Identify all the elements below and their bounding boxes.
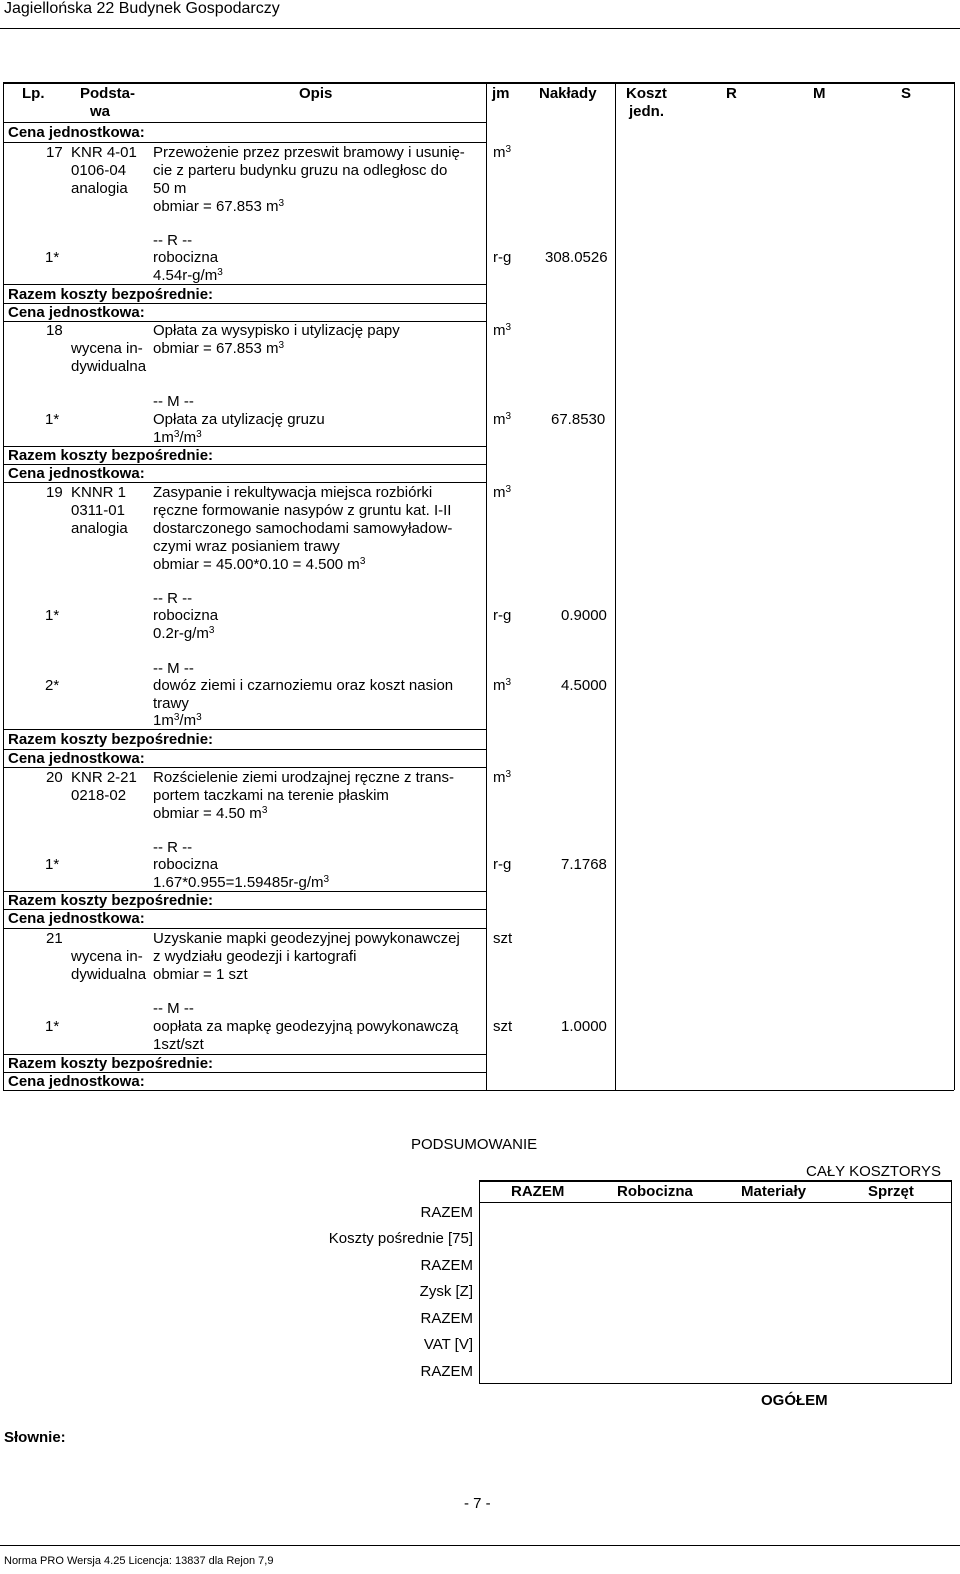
item18-sub-norm: $1m^3/m^3$ <box>153 429 202 446</box>
item20-sub-name: robocizna <box>153 856 219 873</box>
summary-header-divider <box>479 1202 951 1203</box>
item19-jm: $m^3$ <box>493 484 512 501</box>
item21-desc-3: obmiar = 1 szt <box>153 966 248 983</box>
summary-col-robocizna: Robocizna <box>617 1183 693 1200</box>
item21-desc-2: z wydziału geodezji i kartografi <box>153 948 357 965</box>
razem-label: Razem koszty bezpośrednie: <box>8 731 214 748</box>
item17-sub-lp: 1* <box>45 249 60 266</box>
item21-basis-2: dywidualna <box>71 966 147 983</box>
header-r: R <box>726 85 737 102</box>
item18-sub-name: Opłata za utylizację gruzu <box>153 411 325 428</box>
item19-sub1-lp: 1* <box>45 607 60 624</box>
item19-sub1-jm: r-g <box>493 607 512 624</box>
item17-basis-2: 0106-04 <box>71 162 127 179</box>
item20-sub-norm: $1.67*0.955=1.59485r-g/m^3$ <box>153 874 330 891</box>
item21-sub-lp: 1* <box>45 1018 60 1035</box>
table-right-border <box>954 82 955 1090</box>
item17-basis-3: analogia <box>71 180 128 197</box>
col-divider-opis <box>486 82 487 1090</box>
item21-sub-jm: szt <box>493 1018 513 1035</box>
table-top-border <box>3 82 954 84</box>
cena-label: Cena jednostkowa: <box>8 910 145 927</box>
summary-top-border <box>479 1180 951 1182</box>
item18-sub-val: 67.8530 <box>551 411 606 428</box>
item17-desc-1: Przewożenie przez przeswit bramowy i usunię- <box>153 144 465 161</box>
item18-basis-2: dywidualna <box>71 358 147 375</box>
item21-m-marker: -- M -- <box>153 1000 194 1017</box>
item18-desc-1: Opłata za wysypisko i utylizację papy <box>153 322 400 339</box>
item19-basis-1: KNNR 1 <box>71 484 127 501</box>
item17-lp: 17 <box>46 144 63 161</box>
col-divider-koszt <box>615 82 616 1090</box>
item19-sub2-norm: $1m^3/m^3$ <box>153 712 202 729</box>
row-divider <box>3 122 486 123</box>
summary-right-border <box>951 1180 952 1383</box>
row-divider <box>3 767 486 768</box>
item21-jm: szt <box>493 930 513 947</box>
item19-desc-1: Zasypanie i rekultywacja miejsca rozbiórki <box>153 484 433 501</box>
cena-label: Cena jednostkowa: <box>8 1073 145 1090</box>
razem-label: Razem koszty bezpośrednie: <box>8 286 214 303</box>
item19-desc-5: obmiar = 45.00*0.10 = 4.500 $m^3$ <box>153 556 366 573</box>
item18-basis-1: wycena in- <box>71 340 143 357</box>
item18-sub-jm: $m^3$ <box>493 411 512 428</box>
item20-basis-2: 0218-02 <box>71 787 127 804</box>
summary-row-razem-4: RAZEM <box>420 1363 473 1380</box>
item18-desc-2: obmiar = 67.853 $m^3$ <box>153 340 285 357</box>
footer-divider <box>0 1545 960 1546</box>
item21-sub-val: 1.0000 <box>561 1018 607 1035</box>
table-left-border <box>3 82 4 1090</box>
summary-subtitle: CAŁY KOSZTORYS <box>806 1163 942 1180</box>
page-number: - 7 - <box>464 1495 491 1512</box>
summary-bottom-border <box>479 1383 952 1384</box>
header-koszt-1: Koszt <box>626 85 667 102</box>
cena-label: Cena jednostkowa: <box>8 124 145 141</box>
item19-sub2-val: 4.5000 <box>561 677 607 694</box>
item21-sub-norm: 1szt/szt <box>153 1036 204 1053</box>
item17-desc-4: obmiar = 67.853 $m^3$ <box>153 198 285 215</box>
item21-desc-1: Uzyskanie mapki geodezyjnej powykonawczej <box>153 930 460 947</box>
summary-row-koszty: Koszty pośrednie [75] <box>328 1230 473 1247</box>
item18-jm: $m^3$ <box>493 322 512 339</box>
item18-m-marker: -- M -- <box>153 393 194 410</box>
summary-row-razem-1: RAZEM <box>420 1204 473 1221</box>
summary-row-vat: VAT [V] <box>423 1336 473 1353</box>
item20-basis-1: KNR 2-21 <box>71 769 137 786</box>
item19-desc-2: ręczne formowanie nasypów z gruntu kat. I-II <box>153 502 452 519</box>
item19-sub1-name: robocizna <box>153 607 219 624</box>
razem-label: Razem koszty bezpośrednie: <box>8 447 214 464</box>
item19-sub2-jm: $m^3$ <box>493 677 512 694</box>
item18-lp: 18 <box>46 322 63 339</box>
summary-col-materialy: Materiały <box>741 1183 807 1200</box>
summary-title: PODSUMOWANIE <box>411 1136 538 1153</box>
summary-col-razem: RAZEM <box>511 1183 565 1200</box>
item20-desc-2: portem taczkami na terenie płaskim <box>153 787 389 804</box>
razem-label: Razem koszty bezpośrednie: <box>8 1055 214 1072</box>
item17-basis-1: KNR 4-01 <box>71 144 137 161</box>
summary-total-label: OGÓŁEM <box>761 1392 828 1409</box>
summary-row-razem-2: RAZEM <box>420 1257 473 1274</box>
item20-desc-1: Rozścielenie ziemi urodzajnej ręczne z trans- <box>153 769 454 786</box>
item17-desc-3: 50 m <box>153 180 187 197</box>
item17-jm: $m^3$ <box>493 144 512 161</box>
item19-sub2-lp: 2* <box>45 677 60 694</box>
header-jm: jm <box>492 85 510 102</box>
summary-row-zysk: Zysk [Z] <box>419 1283 473 1300</box>
item19-basis-2: 0311-01 <box>71 502 125 519</box>
cena-label: Cena jednostkowa: <box>8 304 145 321</box>
item20-jm: $m^3$ <box>493 769 512 786</box>
row-divider <box>3 142 486 143</box>
razem-label: Razem koszty bezpośrednie: <box>8 892 214 909</box>
cena-label: Cena jednostkowa: <box>8 465 145 482</box>
item20-desc-3: obmiar = 4.50 $m^3$ <box>153 805 268 822</box>
header-naklady: Nakłady <box>539 85 597 102</box>
row-divider <box>3 482 486 483</box>
item19-desc-4: czymi wraz posianiem trawy <box>153 538 340 555</box>
item19-desc-3: dostarczonego samochodami samowyładow- <box>153 520 453 537</box>
item17-sub-name: robocizna <box>153 249 219 266</box>
item19-sub2-name-2: trawy <box>153 695 189 712</box>
item21-basis-1: wycena in- <box>71 948 143 965</box>
footer-license: Norma PRO Wersja 4.25 Licencja: 13837 dla Rejon 7,9 <box>4 1555 274 1567</box>
summary-left-border <box>479 1180 480 1383</box>
item19-sub1-val: 0.9000 <box>561 607 607 624</box>
header-podstawa-2: wa <box>90 103 111 120</box>
item21-lp: 21 <box>46 930 63 947</box>
header-m: M <box>813 85 826 102</box>
header-podstawa-1: Podsta- <box>80 85 136 102</box>
item20-sub-jm: r-g <box>493 856 512 873</box>
item17-r-marker: -- R -- <box>153 232 193 249</box>
item17-sub-val: 308.0526 <box>545 249 608 266</box>
item17-sub-norm: $4.54r-g/m^3$ <box>153 267 223 284</box>
item19-m-marker: -- M -- <box>153 660 194 677</box>
item19-r-marker: -- R -- <box>153 590 193 607</box>
item20-lp: 20 <box>46 769 63 786</box>
page-header: Jagiellońska 22 Budynek Gospodarczy <box>4 0 280 17</box>
row-divider <box>3 729 486 730</box>
item17-desc-2: cie z parteru budynku gruzu na odległosc do <box>153 162 448 179</box>
item20-r-marker: -- R -- <box>153 839 193 856</box>
item18-sub-lp: 1* <box>45 411 60 428</box>
item20-sub-lp: 1* <box>45 856 60 873</box>
row-divider <box>3 284 486 285</box>
item19-sub2-name-1: dowóz ziemi i czarnoziemu oraz koszt nasion <box>153 677 454 694</box>
item19-basis-3: analogia <box>71 520 128 537</box>
header-divider <box>0 28 960 29</box>
cena-label: Cena jednostkowa: <box>8 750 145 767</box>
item21-sub-name: oopłata za mapkę geodezyjną powykonawczą <box>153 1018 459 1035</box>
item19-lp: 19 <box>46 484 63 501</box>
header-lp: Lp. <box>22 85 45 102</box>
summary-col-sprzet: Sprzęt <box>868 1183 914 1200</box>
header-s: S <box>901 85 912 102</box>
header-koszt-2: jedn. <box>629 103 665 120</box>
table-bottom-border <box>3 1090 954 1091</box>
item20-sub-val: 7.1768 <box>561 856 607 873</box>
header-opis: Opis <box>299 85 333 102</box>
summary-row-razem-3: RAZEM <box>420 1310 473 1327</box>
item19-sub1-norm: $0.2r-g/m^3$ <box>153 625 215 642</box>
item17-sub-jm: r-g <box>493 249 512 266</box>
slownie-label: Słownie: <box>4 1429 66 1446</box>
row-divider <box>3 928 486 929</box>
